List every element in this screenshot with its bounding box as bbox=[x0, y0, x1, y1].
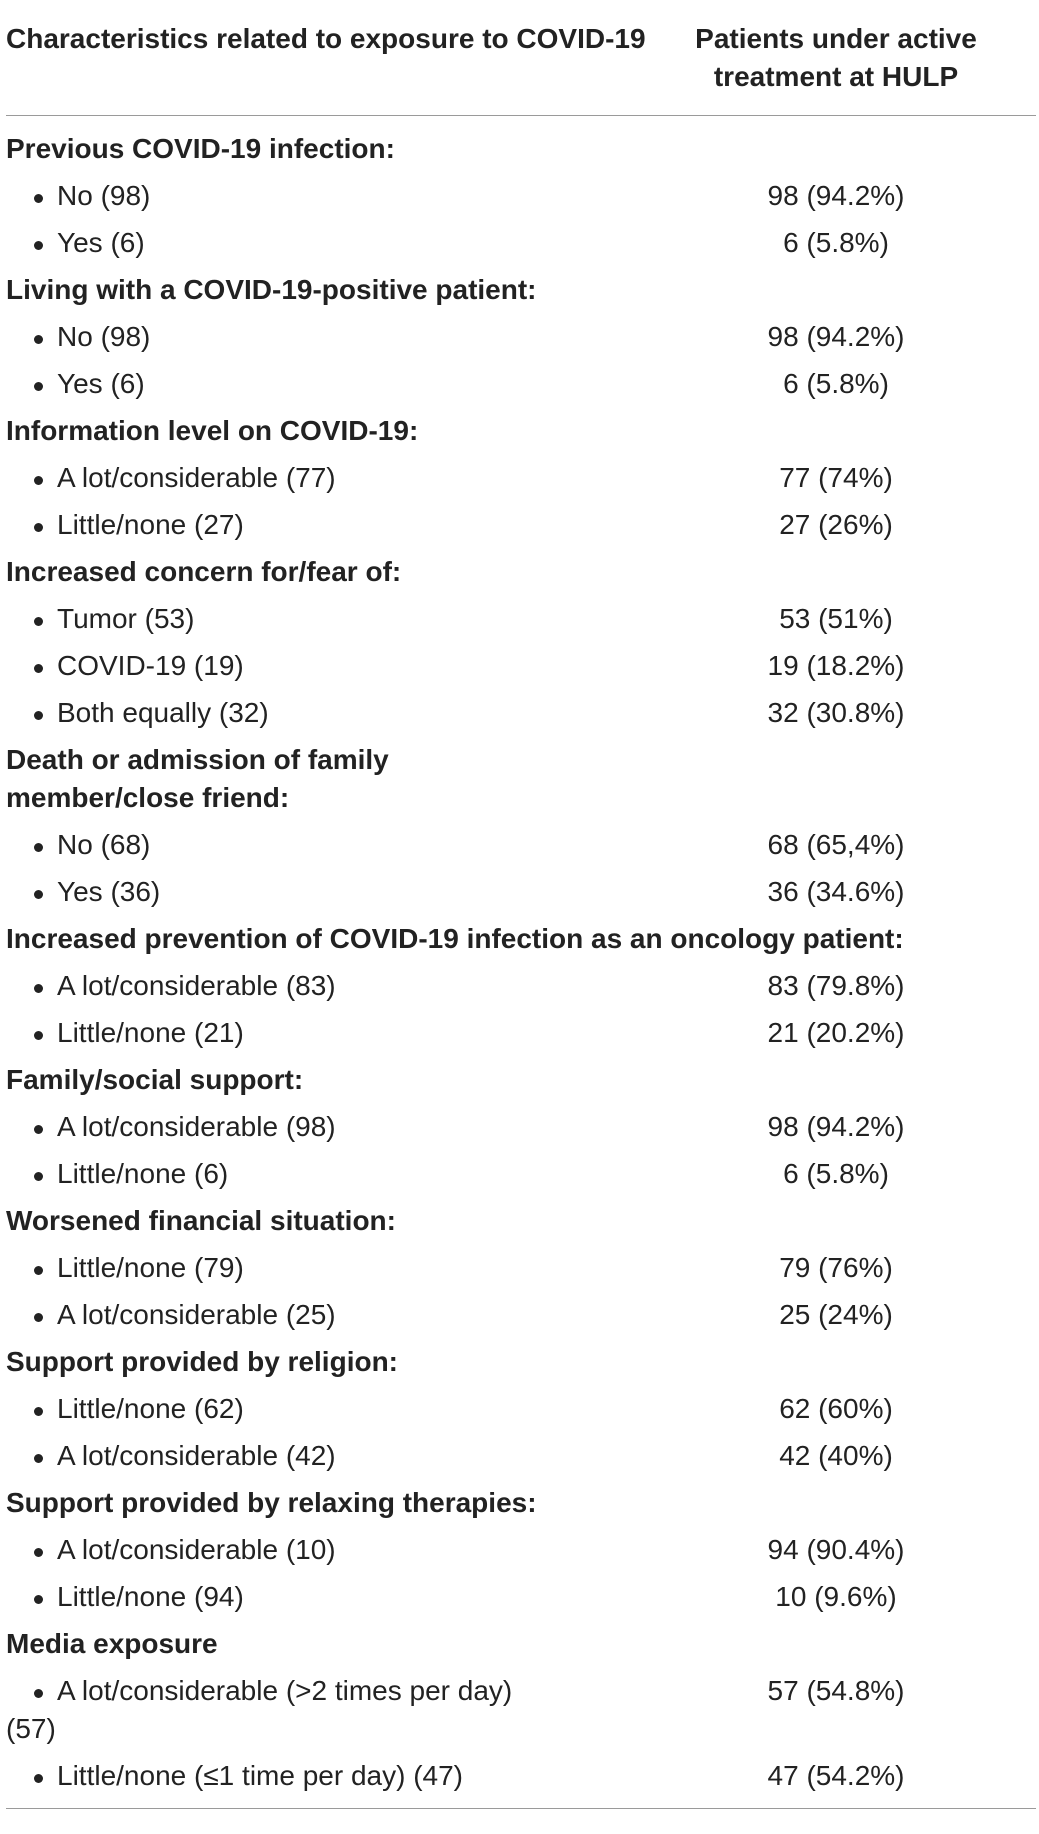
table-row bbox=[6, 455, 1036, 502]
header-patients: Patients under active treatment at HULP bbox=[695, 23, 977, 92]
bullet-icon bbox=[34, 890, 43, 899]
table-row bbox=[6, 596, 1036, 643]
row-value: 98 (94.2%) bbox=[767, 180, 905, 211]
bullet-icon bbox=[34, 1454, 43, 1463]
table-row bbox=[6, 314, 1036, 361]
row-value: 47 (54.2%) bbox=[767, 1760, 905, 1791]
row-label-text: Yes (36) bbox=[57, 876, 161, 907]
bullet-icon bbox=[34, 1313, 43, 1322]
table-row bbox=[6, 1151, 1036, 1198]
row-value: 10 (9.6%) bbox=[775, 1581, 897, 1612]
table-row bbox=[6, 1433, 1036, 1480]
row-label-text: COVID-19 (19) bbox=[57, 650, 244, 681]
row-value: 83 (79.8%) bbox=[767, 970, 905, 1001]
row-value: 79 (76%) bbox=[779, 1252, 893, 1283]
row-label bbox=[6, 967, 646, 1005]
row-label bbox=[6, 647, 646, 685]
bullet-icon bbox=[34, 476, 43, 485]
row-label bbox=[6, 1578, 646, 1616]
row-label-text: Little/none (21) bbox=[57, 1017, 244, 1048]
bullet-icon bbox=[34, 1689, 43, 1698]
bullet-icon bbox=[34, 1125, 43, 1134]
row-label-text: Little/none (27) bbox=[57, 509, 244, 540]
row-label bbox=[6, 177, 646, 215]
group-title: Increased prevention of COVID-19 infection as an oncology patient: bbox=[6, 923, 904, 954]
table-row bbox=[6, 690, 1036, 737]
row-value: 68 (65,4%) bbox=[767, 829, 905, 860]
row-label-text: Tumor (53) bbox=[57, 603, 195, 634]
header-characteristics: Characteristics related to exposure to COVID-19 bbox=[6, 23, 646, 54]
row-value: 98 (94.2%) bbox=[767, 321, 905, 352]
row-value: 32 (30.8%) bbox=[767, 697, 905, 728]
table-row bbox=[6, 869, 1036, 916]
bullet-icon bbox=[34, 1172, 43, 1181]
row-value: 36 (34.6%) bbox=[767, 876, 905, 907]
bullet-icon bbox=[34, 1774, 43, 1783]
row-value: 57 (54.8%) bbox=[767, 1675, 905, 1706]
table-row bbox=[6, 1668, 1036, 1753]
row-value: 25 (24%) bbox=[779, 1299, 893, 1330]
row-label bbox=[6, 1296, 646, 1334]
row-label-text: A lot/considerable (10) bbox=[57, 1534, 336, 1565]
bullet-icon bbox=[34, 194, 43, 203]
row-label bbox=[6, 600, 646, 638]
row-label-text: Little/none (≤1 time per day) (47) bbox=[57, 1760, 463, 1791]
row-label bbox=[6, 1108, 646, 1146]
row-value: 77 (74%) bbox=[779, 462, 893, 493]
group-title: Worsened financial situation: bbox=[6, 1205, 396, 1236]
row-label-text: No (68) bbox=[57, 829, 151, 860]
row-label bbox=[6, 1437, 646, 1475]
row-value: 19 (18.2%) bbox=[767, 650, 905, 681]
row-value: 27 (26%) bbox=[779, 509, 893, 540]
row-value: 6 (5.8%) bbox=[783, 227, 889, 258]
row-label-text: No (98) bbox=[57, 321, 151, 352]
row-label bbox=[6, 694, 646, 732]
table-row bbox=[6, 1245, 1036, 1292]
row-label-text: No (98) bbox=[57, 180, 151, 211]
table-row bbox=[6, 1010, 1036, 1057]
row-label bbox=[6, 318, 646, 356]
table-row bbox=[6, 1386, 1036, 1433]
row-value: 21 (20.2%) bbox=[767, 1017, 905, 1048]
table-row bbox=[6, 220, 1036, 267]
row-label-text: Both equally (32) bbox=[57, 697, 269, 728]
row-label-text: A lot/considerable (77) bbox=[57, 462, 336, 493]
table-row bbox=[6, 1753, 1036, 1800]
row-label bbox=[6, 365, 646, 403]
row-label bbox=[6, 506, 646, 544]
bullet-icon bbox=[34, 1407, 43, 1416]
row-label bbox=[6, 826, 646, 864]
table-bottom-rule bbox=[6, 1808, 1036, 1809]
bullet-icon bbox=[34, 335, 43, 344]
group-title: Living with a COVID-19-positive patient: bbox=[6, 274, 537, 305]
bullet-icon bbox=[34, 382, 43, 391]
bullet-icon bbox=[34, 523, 43, 532]
row-label bbox=[6, 459, 646, 497]
group-title: Increased concern for/fear of: bbox=[6, 556, 402, 587]
bullet-icon bbox=[34, 1031, 43, 1040]
table-row bbox=[6, 963, 1036, 1010]
table-row bbox=[6, 361, 1036, 408]
row-label bbox=[6, 1249, 646, 1287]
row-value: 6 (5.8%) bbox=[783, 1158, 889, 1189]
row-label bbox=[6, 1014, 646, 1052]
bullet-icon bbox=[34, 241, 43, 250]
group-title: Media exposure bbox=[6, 1628, 218, 1659]
row-label bbox=[6, 1531, 646, 1569]
bullet-icon bbox=[34, 984, 43, 993]
row-label-text: Little/none (94) bbox=[57, 1581, 244, 1612]
table-row bbox=[6, 1527, 1036, 1574]
row-label-text: Little/none (62) bbox=[57, 1393, 244, 1424]
table-row bbox=[6, 1292, 1036, 1339]
row-label-text: A lot/considerable (42) bbox=[57, 1440, 336, 1471]
table-body bbox=[6, 116, 1036, 1800]
group-title: Support provided by religion: bbox=[6, 1346, 398, 1377]
row-label-text: A lot/considerable (98) bbox=[57, 1111, 336, 1142]
group-title: Family/social support: bbox=[6, 1064, 304, 1095]
row-value: 94 (90.4%) bbox=[767, 1534, 905, 1565]
group-title: Death or admission of family member/close friend: bbox=[6, 744, 389, 813]
table-row bbox=[6, 643, 1036, 690]
row-label-text: A lot/considerable (83) bbox=[57, 970, 336, 1001]
row-value: 62 (60%) bbox=[779, 1393, 893, 1424]
bullet-icon bbox=[34, 617, 43, 626]
table-row bbox=[6, 502, 1036, 549]
bullet-icon bbox=[34, 1548, 43, 1557]
data-table bbox=[6, 0, 1036, 1809]
group-title: Support provided by relaxing therapies: bbox=[6, 1487, 537, 1518]
row-label bbox=[6, 873, 646, 911]
row-label-text: Yes (6) bbox=[57, 368, 145, 399]
table-header bbox=[6, 0, 1036, 116]
row-label-text: Yes (6) bbox=[57, 227, 145, 258]
table-row bbox=[6, 1104, 1036, 1151]
bullet-icon bbox=[34, 664, 43, 673]
row-label-text: A lot/considerable (>2 times per day) (57) bbox=[6, 1675, 513, 1744]
row-value: 42 (40%) bbox=[779, 1440, 893, 1471]
row-label bbox=[6, 1155, 646, 1193]
bullet-icon bbox=[34, 843, 43, 852]
bullet-icon bbox=[34, 711, 43, 720]
bullet-icon bbox=[34, 1266, 43, 1275]
bullet-icon bbox=[34, 1595, 43, 1604]
row-label bbox=[6, 1390, 646, 1428]
table-row bbox=[6, 1574, 1036, 1621]
row-label-text: Little/none (79) bbox=[57, 1252, 244, 1283]
row-value: 98 (94.2%) bbox=[767, 1111, 905, 1142]
group-title: Information level on COVID-19: bbox=[6, 415, 419, 446]
row-label bbox=[6, 224, 646, 262]
row-label bbox=[6, 1672, 646, 1748]
row-value: 53 (51%) bbox=[779, 603, 893, 634]
row-label-text: Little/none (6) bbox=[57, 1158, 229, 1189]
table-row bbox=[6, 173, 1036, 220]
table-row bbox=[6, 822, 1036, 869]
row-label-text: A lot/considerable (25) bbox=[57, 1299, 336, 1330]
row-value: 6 (5.8%) bbox=[783, 368, 889, 399]
group-title: Previous COVID-19 infection: bbox=[6, 133, 395, 164]
row-label bbox=[6, 1757, 646, 1795]
